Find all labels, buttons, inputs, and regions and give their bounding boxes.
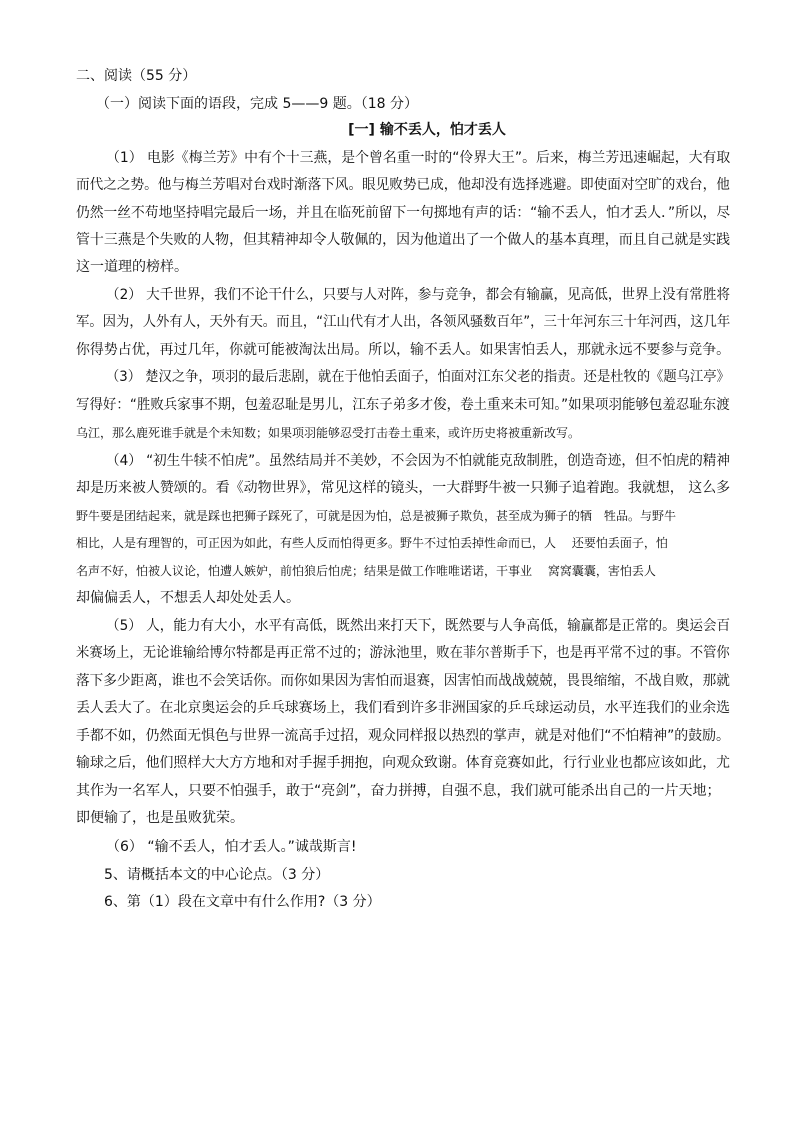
- reading-instruction: （一）阅读下面的语段，完成 5——9 题。（18 分）: [96, 96, 418, 112]
- paragraph-line: 米赛场上，无论谁输给博尔特都是再正常不过的；游泳池里，败在菲尔普斯手下，也是再平常不过的事。不管你: [76, 645, 730, 661]
- paragraph-line: 而代之之势。他与梅兰芳唱对台戏时渐落下风。眼见败势已成，他却没有选择逃避。即使面对空旷的戏台，他: [76, 177, 730, 193]
- paragraph-line: 仍然一丝不苟地坚持唱完最后一场，并且在临死前留下一句掷地有声的话：“输不丢人，怕才丢人．”所以，尽: [76, 205, 731, 221]
- paragraph-line: （2） 大千世界，我们不论干什么，只要与人对阵，参与竞争，都会有输赢，见高低，世界上没有常胜将: [106, 287, 731, 303]
- paragraph-line: 其作为一名军人，只要不怕强手，敢于“亮剑”，奋力拼搏，自强不息，我们就可能杀出自己的一片天地；: [76, 783, 721, 799]
- paragraph-line: 你得势占优，再过几年，你就可能被淘汰出局。所以，输不丢人。如果害怕丢人，那就永远不要参与竞争。: [76, 342, 731, 358]
- paragraph-line: 却偏偏丢人，不想丢人却处处丢人。: [76, 590, 300, 606]
- paragraph-line: 相比，人是有理智的，可正因为如此，有些人反而怕得更多。野牛不过怕丢掉性命而已，人 还要怕丢面子，怕: [76, 536, 668, 550]
- paragraph-line: 乌江，那么鹿死谁手就是个未知数；如果项羽能够忍受打击卷土重来，或许历史将被重新改写。: [76, 426, 581, 440]
- question-5: 5、请概括本文的中心论点。（3 分）: [104, 867, 330, 883]
- paragraph-line: 丢人丢大了。在北京奥运会的乒乓球赛场上，我们看到许多非洲国家的乒乓球运动员，水平连我们的业余选: [76, 700, 731, 716]
- paragraph-line: 管十三燕是个失败的人物，但其精神却令人敬佩的，因为他道出了一个做人的基本真理，而且自己就是实践: [76, 232, 731, 248]
- paragraph-line: 输球之后，他们照样大大方方地和对手握手拥抱，向观众致谢。体育竞赛如此，行行业业也都应该如此，尤: [76, 755, 731, 771]
- paragraph-line: （5） 人，能力有大小，水平有高低，既然出来打天下，既然要与人争高低，输赢都是正常的。奥运会百: [106, 618, 731, 634]
- paragraph-line: 野牛要是团结起来，就是踩也把狮子踩死了，可就是因为怕，总是被狮子欺负，甚至成为狮子的牺 牲品。与野牛: [76, 509, 677, 523]
- section-heading: 二、阅读（55 分）: [76, 68, 197, 84]
- passage-title: [一] 输不丢人，怕才丢人: [348, 122, 506, 138]
- paragraph-line: （3） 楚汉之争，项羽的最后悲剧，就在于他怕丢面子，怕面对江东父老的指责。还是杜牧的《题乌江亭》: [106, 369, 730, 385]
- paragraph-line: 却是历来被人赞颂的。看《动物世界》，常见这样的镜头，一大群野牛被一只狮子追着跑。我就想， 这么多: [76, 480, 731, 496]
- paragraph-line: 即便输了，也是虽败犹荣。: [76, 810, 244, 826]
- paragraph-line: 写得好：“胜败兵家事不期，包羞忍耻是男儿，江东子弟多才俊，卷土重来未可知。”如果项羽能够包羞忍耻东渡: [76, 397, 730, 413]
- paragraph-line: 军。因为，人外有人，天外有天。而且，“江山代有才人出，各领风骚数百年”，三十年河东三十年河西，这几年: [76, 314, 731, 330]
- paragraph-line: （4） “初生牛犊不怕虎”。虽然结局并不美妙，不会因为不怕就能克敌制胜，创造奇迹，但不怕虎的精神: [106, 453, 730, 469]
- paragraph-line: （6） “输不丢人，怕才丢人。”诚哉斯言!: [106, 839, 357, 855]
- paragraph-line: 这一道理的榜样。: [76, 259, 188, 275]
- paragraph-line: 名声不好，怕被人议论，怕遭人嫉妒，前怕狼后怕虎；结果是做工作唯唯诺诺，干事业 窝窝囊囊，害怕丢人: [76, 564, 656, 578]
- paragraph-line: 手都不如，仍然面无惧色与世界一流高手过招，观众同样报以热烈的掌声，就是对他们“不怕精神”的鼓励。: [76, 728, 730, 744]
- paragraph-line: （1） 电影《梅兰芳》中有个十三燕，是个曾名重一时的“伶界大王”。后来，梅兰芳迅速崛起，大有取: [106, 150, 731, 166]
- question-6: 6、第（1）段在文章中有什么作用?（3 分）: [104, 894, 381, 910]
- paragraph-line: 落下多少距离，谁也不会笑话你。而你如果因为害怕而退赛，因害怕而战战兢兢，畏畏缩缩，不战自败，那就: [76, 673, 730, 689]
